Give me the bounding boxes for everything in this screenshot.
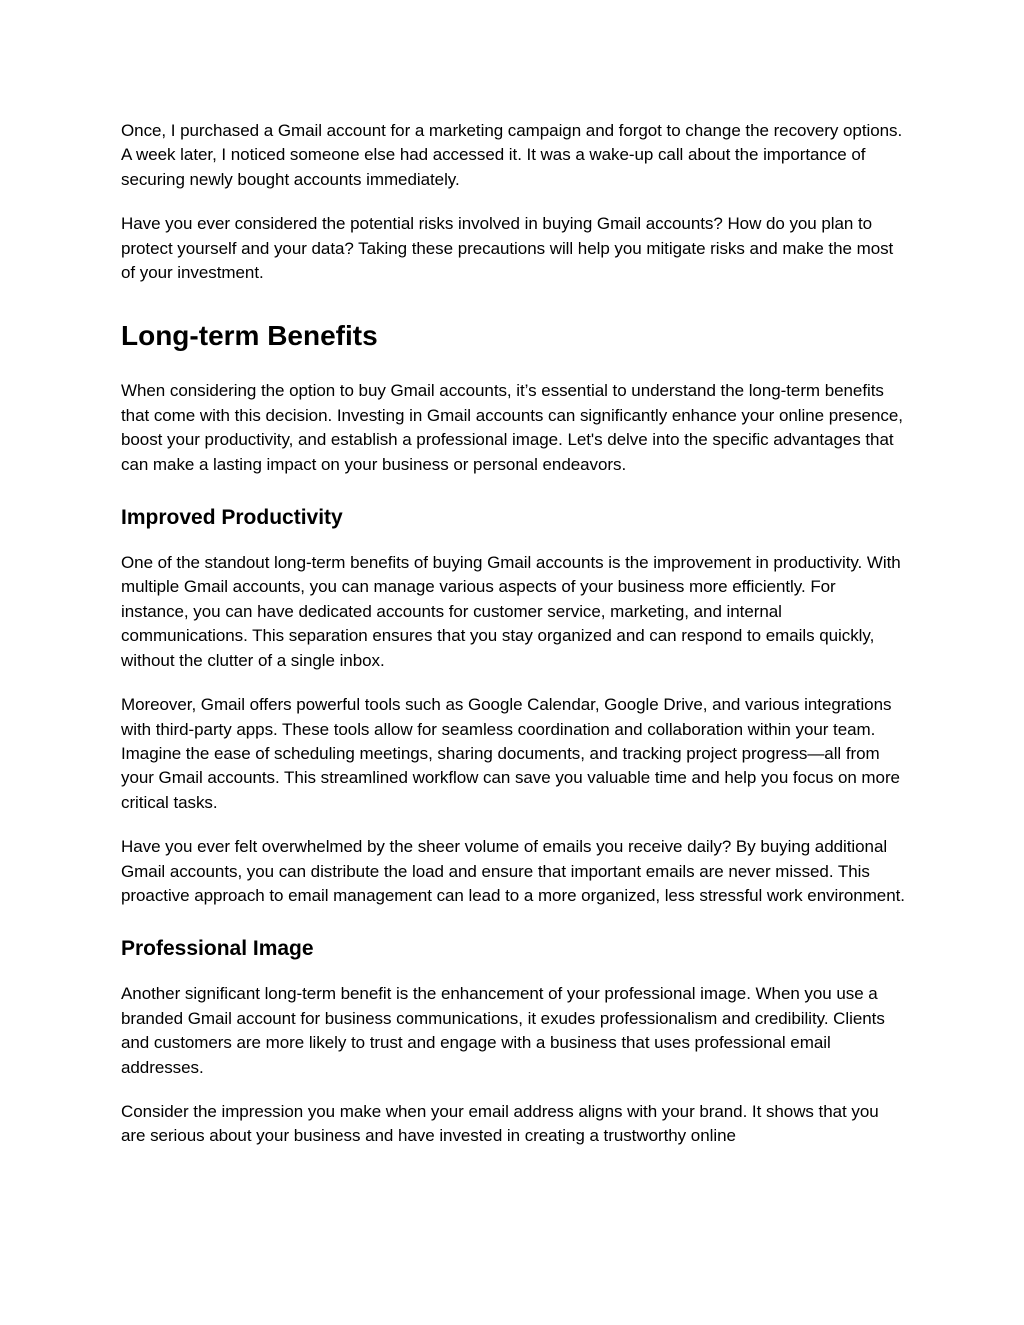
document-page	[121, 119, 906, 1169]
productivity-paragraph-3: Have you ever felt overwhelmed by the sheer volume of emails you receive daily? By buying additional Gmail accounts, you can distribute the load and ensure that important emails are never missed. This proactive approach to email management can lead to a more organized, less stressful work environment.	[121, 837, 905, 905]
intro-paragraph-2: Have you ever considered the potential risks involved in buying Gmail accounts? How do you plan to protect yourself and your data? Taking these precautions will help you mitigate risks and make the most of your investment.	[121, 214, 894, 283]
subsection-heading-productivity: Improved Productivity	[121, 506, 343, 530]
productivity-paragraph-2: Moreover, Gmail offers powerful tools such as Google Calendar, Google Drive, and various integrations with third-party apps. These tools allow for seamless coordination and collaboration within your team. Imagine the ease of scheduling meetings, sharing documents, and tracking project progress—all from your Gmail accounts. This streamlined workflow can save you valuable time and help you focus on more critical tasks.	[121, 695, 900, 812]
section-heading: Long-term Benefits	[121, 320, 378, 352]
productivity-paragraph-1: One of the standout long-term benefits of buying Gmail accounts is the improvement in productivity. With multiple Gmail accounts, you can manage various aspects of your business more efficiently. For instance, you can have dedicated accounts for customer service, marketing, and internal communications. This separation ensures that you stay organized and can respond to emails quickly, without the clutter of a single inbox.	[121, 553, 901, 670]
professional-image-paragraph-1: Another significant long-term benefit is the enhancement of your professional image. When you use a branded Gmail account for business communications, it exudes professionalism and credibility. Clients and customers are more likely to trust and engage with a business that uses professional email addresses.	[121, 984, 885, 1077]
subsection-heading-professional-image: Professional Image	[121, 937, 314, 961]
professional-image-paragraph-2: Consider the impression you make when your email address aligns with your brand. It shows that you are serious about your business and have invested in creating a trustworthy online	[121, 1101, 879, 1146]
intro-paragraph-1: Once, I purchased a Gmail account for a marketing campaign and forgot to change the recovery options. A week later, I noticed someone else had accessed it. It was a wake-up call about the importance of securing newly bought accounts immediately.	[121, 121, 903, 189]
section-intro-paragraph: When considering the option to buy Gmail accounts, it’s essential to understand the long-term benefits that come with this decision. Investing in Gmail accounts can significantly enhance your online presence, boost your productivity, and establish a professional image. Let's delve into the specific advantages that can make a lasting impact on your business or personal endeavors.	[121, 381, 903, 474]
